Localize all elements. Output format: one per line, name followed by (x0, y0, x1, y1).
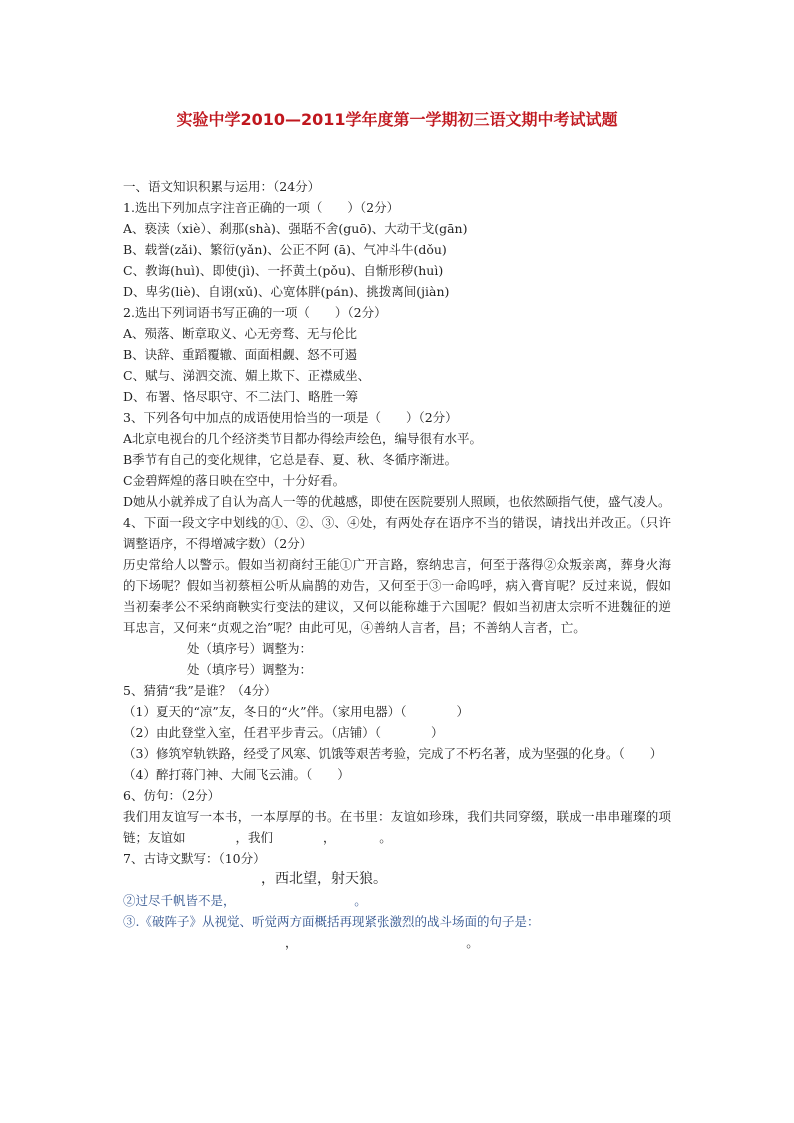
exam-title: 实验中学2010—2011学年度第一学期初三语文期中考试试题 (176, 110, 618, 129)
question-5: 5、猜猜“我”是谁？（4分） (123, 683, 277, 698)
question-7: 7、古诗文默写：（10分） (123, 851, 266, 866)
poem-line-4: ， 。 (285, 935, 479, 950)
question-4-passage: 历史常给人以警示。假如当初商纣王能①广开言路，察纳忠言，何至于落得②众叛亲离，葬身火海的下场呢？假如当初蔡桓公听从扁鹊的劝告，又何至于③一命呜呼，病入膏肓呢？反过来说，假如当初秦孝公不采纳商鞅实行变法的建议，又何以能称雄于六国呢？假如当初唐太宗听不进魏征的逆耳忠言，又何来“贞观之治”呢？由此可见，④善纳人言者，昌；不善纳人言者，亡。 (123, 557, 671, 635)
question-1: 1.选出下列加点字注音正确的一项（ ）（2分） (123, 200, 400, 215)
question-2-option-d: D、布署、恪尽职守、不二法门、略胜一筹 (123, 389, 359, 404)
question-3-option-a: A北京电视台的几个经济类节目都办得绘声绘色，编导很有水平。 (123, 431, 483, 446)
poem-line-1: ，西北望，射天狼。 (261, 871, 387, 887)
question-4: 4、下面一段文字中划线的①、②、③、④处，有两处存在语序不当的错误，请找出并改正。（只许调整语序，不得增减字数）（2分） (123, 515, 671, 551)
question-6: 6、仿句：（2分） (123, 788, 221, 803)
question-5-item-2: （2）由此登堂入室，任君平步青云。（店铺）（ ） (123, 725, 444, 740)
question-5-item-1: （1）夏天的“凉”友，冬日的“火”伴。（家用电器）（ ） (123, 704, 470, 719)
question-6-text: 我们用友谊写一本书，一本厚厚的书。在书里：友谊如珍珠，我们共同穿缀，联成一串串璀璨的项链；友谊如 ，我们 ， 。 (123, 809, 671, 845)
question-3-option-b: B季节有自己的变化规律，它总是春、夏、秋、冬循序渐进。 (123, 452, 458, 467)
question-1-option-a: A、亵渎（xiè）、刹那(shà)、强聒不舍(guō)、大动干戈(gān) (123, 221, 468, 236)
question-3-option-d: D她从小就养成了自认为高人一等的优越感，即使在医院要别人照顾，也依然颐指气使，盛气凌人。 (123, 494, 671, 509)
question-5-item-4: （4）醉打蒋门神、大闹飞云浦。（ ） (123, 767, 350, 782)
answer-line-1: 处（填序号）调整为： (187, 641, 313, 656)
question-2: 2.选出下列词语书写正确的一项（ ）（2分） (123, 305, 387, 320)
poem-line-2: ②过尽千帆皆不是， 。 (123, 893, 367, 908)
question-1-option-b: B、载誉(zǎi)、繁衍(yǎn)、公正不阿 (ā)、气冲斗牛(dǒu) (123, 242, 447, 257)
exam-body (123, 176, 671, 953)
answer-line-2: 处（填序号）调整为： (187, 662, 313, 677)
section-heading: 一、语文知识积累与运用：（24分） (123, 179, 321, 194)
question-1-option-c: C、教诲(huì)、即使(jì)、一抔黄土(pǒu)、自惭形秽(huì) (123, 263, 444, 278)
question-2-option-a: A、殒落、断章取义、心无旁骛、无与伦比 (123, 326, 358, 341)
question-3-option-c: C金碧辉煌的落日映在空中，十分好看。 (123, 473, 346, 488)
question-3: 3、下列各句中加点的成语使用恰当的一项是（ ）（2分） (123, 410, 458, 425)
question-1-option-d: D、卑劣(liè)、自诩(xǔ)、心宽体胖(pán)、挑拨离间(jiàn) (123, 284, 450, 299)
poem-line-3: ③.《破阵子》从视觉、听觉两方面概括再现紧张激烈的战斗场面的句子是： (123, 914, 540, 929)
question-5-item-3: （3）修筑窄轨铁路，经受了风寒、饥饿等艰苦考验，完成了不朽名著，成为坚强的化身。（ ） (123, 746, 663, 761)
question-2-option-b: B、诀辞、重蹈覆辙、面面相觑、怒不可遏 (123, 347, 358, 362)
question-2-option-c: C、赋与、涕泗交流、媚上欺下、正襟威坐、 (123, 368, 371, 383)
